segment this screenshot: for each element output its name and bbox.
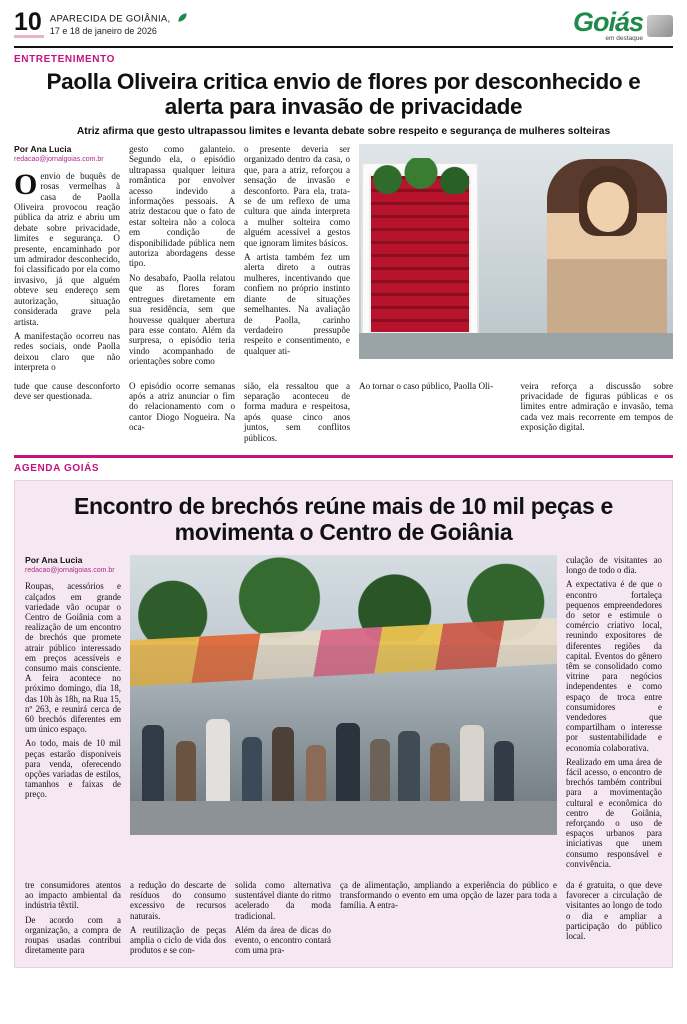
article1-paragraph: Oenvio de buquês de rosas vermelhas à casa de Paolla Oliveira provocou reação pública da atriz e abriu um debate sobre privacidade, limites e segurança. O presente, encaminhado por um admirador desconhecido, foi classificado por ela como invasivo, já que alguém obteve seu endereço sem autorização, situação considerada grave pela artista. <box>14 167 120 327</box>
article2-paragraph: culação de visitantes ao longo de todo o dia. <box>566 554 662 576</box>
article1-column-3 <box>244 144 350 377</box>
article2-paragraph: Ao todo, mais de 10 mil peças estarão disponíveis para venda, oferecendo opções variadas de estilos, tamanhos e faixas de preço. <box>25 738 121 800</box>
page-number: 10 <box>14 8 42 36</box>
article2-paragraph: tre consumidores atentos ao impacto ambiental da indústria têxtil. <box>25 880 121 911</box>
article2-photo <box>130 555 557 873</box>
article2-paragraph: Realizado em uma área de fácil acesso, o encontro de brechós também contribui para a movimentação cultural e econômica do centro de Goiânia, reforçando o uso de espaços urbanos para iniciativas que unem consumo responsável e convivência. <box>566 756 662 869</box>
article2-bottom-column-5 <box>566 880 662 959</box>
article1-body <box>14 144 673 377</box>
article1-paragraph: gesto como galanteio. Segundo ela, o episódio ultrapassa qualquer leitura romântica por envolver acesso indevido a informações pessoais. A atriz destacou que o fato de estar solteira não a coloca em condição de disponibilidade pública nem autoriza abordagens desse tipo. <box>129 144 235 269</box>
article1-column-5 <box>129 381 235 447</box>
article1-column-8 <box>521 381 674 447</box>
logo-badge-icon <box>647 15 673 37</box>
article1-photo <box>359 144 673 377</box>
article2-column-left <box>25 555 121 873</box>
article2-paragraph: solida como alternativa sustentável diante do ritmo acelerado da moda tradicional. <box>235 880 331 921</box>
article1-headline: Paolla Oliveira critica envio de flores por desconhecido e alerta para invasão de privacidade <box>46 69 641 119</box>
masthead-left <box>14 10 188 38</box>
article2-column-right <box>566 555 662 873</box>
article1-columns-7-8 <box>359 381 673 447</box>
article1-paragraph: No desabafo, Paolla relatou que as flores foram entregues diretamente em sua residência, sem que houvesse qualquer abertura para esse contato. Além da surpresa, o episódio teria vindo acompanhado de orientações sobre como <box>129 272 235 367</box>
article1-paragraph: tude que cause desconforto deve ser questionada. <box>14 380 120 401</box>
logo-title: Goiás <box>572 7 643 37</box>
article1-column-1 <box>14 144 120 377</box>
article1-body-continued <box>14 381 673 447</box>
article1-byline-email: redacao@jornalgoias.com.br <box>14 156 104 164</box>
article1-paragraph: A artista também fez um alerta direto a outras mulheres, incentivando que confiem no próprio instinto diante de situações semelhantes. Na avaliação de Paolla, carinho verdadeiro pressupõe respeito e consentimento, e qualquer ati- <box>244 252 350 356</box>
article2-headline: Encontro de brechós reúne mais de 10 mil peças e movimenta o Centro de Goiânia <box>73 492 614 545</box>
article2-bottom-column-2 <box>130 880 226 959</box>
article2-paragraph: Roupas, acessórios e calçados em grande variedade vão ocupar o Centro de Goiânia com a realização de um encontro de brechós que promete atrair público interessado em preços acessíveis e consumo mais consciente. A feira acontece no próximo domingo, dia 18, das 10h às 18h, na Rua 15, nº 263, e reunirá cerca de 60 brechós diferentes em um único espaço. <box>25 581 121 735</box>
logo <box>572 7 673 42</box>
article1-column-2 <box>129 144 235 377</box>
article1-byline: Por Ana Lucia <box>14 144 72 154</box>
article2-paragraph: Além da área de dicas do evento, o encontro contará com uma pra- <box>235 924 331 956</box>
publication-date: 17 e 18 de janeiro de 2026 <box>49 26 157 36</box>
article2-paragraph: ça de alimentação, ampliando a experiência do público e transformando o evento em uma opção de lazer para toda a família. A entra- <box>340 880 557 911</box>
article2-panel <box>14 480 673 969</box>
article2-bottom-column-3 <box>235 880 331 959</box>
article1-column-4 <box>14 381 120 447</box>
article1-paragraph: o presente deveria ser organizado dentro da casa, o que, para a atriz, reforçou a sensação de invasão e desconforto. Para ela, trata-se de um reflexo de uma cultura que ainda interpreta a mulher solteira como alguém acessível a gestos que ignoram limites básicos. <box>244 144 350 248</box>
article2-paragraph: A reutilização de peças amplia o ciclo de vida dos produtos e se con- <box>130 924 226 956</box>
article1-column-7 <box>359 381 512 447</box>
section-divider <box>14 455 673 458</box>
article1-subhead: Atriz afirma que gesto ultrapassou limites e levanta debate sobre respeito e segurança de mulheres solteiras <box>76 126 611 137</box>
article2-bottom-column-1 <box>25 880 121 959</box>
article1-paragraph: A manifestação ocorreu nas redes sociais, onde Paolla deixou claro que não interpreta o <box>14 330 120 373</box>
article2-paragraph: A expectativa é de que o encontro fortaleça pequenos empreendedores do setor e estimule o comércio criativo local, reunindo expositores de diferentes regiões da capital. Eventos do gênero têm se consolidado como vitrine para negócios independentes e como espaço de troca entre consumidores e vendedores que compartilham o interesse por sustentabilidade e economia colaborativa. <box>566 579 662 753</box>
article2-body <box>25 555 662 873</box>
article1-paragraph: sião, ela ressaltou que a separação aconteceu de forma madura e respeitosa, após quase cinco anos juntos, sem conflitos públicos. <box>244 380 350 443</box>
article2-byline: Por Ana Lucia <box>25 554 83 565</box>
article2-paragraph: a redução do descarte de resíduos do consumo excessivo de recursos naturais. <box>130 880 226 921</box>
article1-paragraph: O episódio ocorre semanas após a atriz anunciar o fim do relacionamento com o cantor Diogo Nogueira. Na oca- <box>129 380 235 433</box>
article1-paragraph: veira reforça a discussão sobre privacidade de figuras públicas e os limites entre admiração e invasão, tema cada vez mais recorrente em tempos de exposição digital. <box>520 380 673 433</box>
article2-byline-email: redacao@jornalgoias.com.br <box>25 567 115 575</box>
masthead-text <box>50 10 189 37</box>
publication-name <box>50 10 189 26</box>
publication-label: APARECIDA DE GOIÂNIA, <box>49 13 171 25</box>
section-kicker-entretenimento: ENTRETENIMENTO <box>14 54 115 65</box>
masthead <box>14 7 673 48</box>
logo-subtitle: em destaque <box>605 35 643 42</box>
article2-bottom-column-4 <box>340 880 557 959</box>
article1-paragraph: Ao tornar o caso público, Paolla Oli- <box>359 380 494 391</box>
article2-paragraph: da é gratuita, o que deve favorecer a circulação de visitantes ao longo de todo o dia e ampliar a participação do público local. <box>566 880 662 942</box>
section-label-agenda-goias: AGENDA GOIÁS <box>14 462 100 474</box>
article2-body-bottom <box>25 880 662 959</box>
article1-column-6 <box>244 381 350 447</box>
leaf-icon <box>177 12 188 26</box>
article2-paragraph: De acordo com a organização, a compra de roupas usadas contribui diretamente para <box>25 914 121 956</box>
